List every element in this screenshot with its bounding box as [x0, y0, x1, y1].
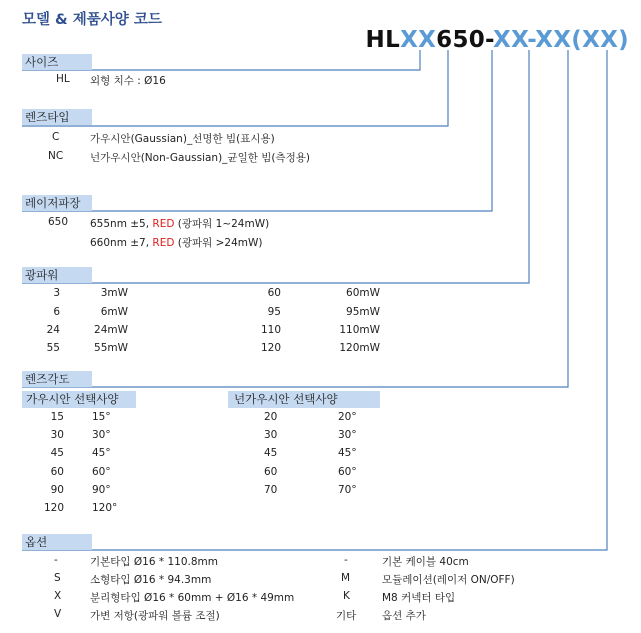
power-value: 110mW [339, 324, 380, 336]
red-label: RED [152, 218, 175, 230]
option-code: - [344, 554, 348, 566]
angle-value: 30° [338, 429, 357, 441]
lens-type-header: 렌즈타입 [22, 109, 92, 125]
angle-value: 15° [92, 411, 111, 423]
wavelength-row: 660nm ±7, RED (광파워 >24mW) [90, 237, 263, 249]
model-code-segment: XX [400, 27, 437, 53]
gauss-subheader: 가우시안 선택사양 [22, 391, 136, 408]
size-header: 사이즈 [22, 54, 92, 70]
power-value: 120mW [339, 342, 380, 354]
model-code-segment: 650- [436, 27, 494, 53]
angle-value: 90° [92, 484, 111, 496]
power-value: 60mW [346, 287, 380, 299]
power-value: 6mW [100, 306, 128, 318]
model-code-segment: (XX) [571, 27, 629, 53]
power-code: 60 [267, 287, 281, 299]
angle-code: 90 [50, 484, 64, 496]
option-desc: 분리형타입 Ø16 * 60mm + Ø16 * 49mm [90, 592, 295, 604]
power-value: 95mW [346, 306, 380, 318]
options-header: 옵션 [22, 534, 92, 550]
power-value: 55mW [94, 342, 128, 354]
angle-value: 70° [338, 484, 357, 496]
power-code: 55 [46, 342, 60, 354]
option-desc: 옵션 추가 [382, 610, 426, 622]
lens-type-desc: 넌가우시안(Non-Gaussian)_균일한 빔(측정용) [90, 152, 310, 164]
model-code-segment: HL [365, 27, 401, 53]
option-desc: 기본 케이블 40cm [382, 556, 469, 568]
red-label: RED [152, 237, 175, 249]
lens-type-code: C [52, 131, 60, 143]
angle-value: 20° [338, 411, 357, 423]
model-code-segment: XX [493, 27, 528, 53]
power-value: 3mW [100, 287, 128, 299]
angle-code: 15 [50, 411, 64, 423]
option-desc: 가변 저항(광파워 볼륨 조절) [90, 610, 220, 622]
wavelength-row: 655nm ±5, RED (광파워 1~24mW) [90, 218, 270, 230]
option-code: S [54, 572, 61, 584]
angle-code: 30 [50, 429, 64, 441]
angle-code: 20 [264, 411, 278, 423]
power-code: 6 [53, 306, 60, 318]
power-value: 24mW [94, 324, 128, 336]
angle-value: 45° [338, 447, 357, 459]
power-header: 광파워 [22, 267, 92, 283]
size-desc: 외형 치수 : Ø16 [90, 75, 166, 87]
option-code: 기타 [336, 610, 357, 622]
angle-code: 120 [43, 502, 64, 514]
angle-code: 60 [50, 466, 64, 478]
option-code: K [343, 590, 350, 602]
nongauss-subheader: 넌가우시안 선택사양 [228, 391, 380, 408]
angle-value: 60° [338, 466, 357, 478]
angle-value: 30° [92, 429, 111, 441]
option-code: V [54, 608, 62, 620]
model-code-segment: - [527, 27, 536, 53]
page-title: 모델 & 제품사양 코드 [22, 12, 162, 28]
power-code: 24 [46, 324, 60, 336]
wavelength-header: 레이저파장 [22, 195, 92, 211]
option-desc: 기본타입 Ø16 * 110.8mm [90, 556, 218, 568]
angle-code: 45 [50, 447, 64, 459]
lens-type-desc: 가우시안(Gaussian)_선명한 빔(표시용) [90, 133, 275, 145]
power-code: 95 [267, 306, 281, 318]
option-code: X [54, 590, 62, 602]
wavelength-code: 650 [48, 216, 69, 228]
size-code: HL [56, 73, 70, 85]
angle-code: 30 [264, 429, 278, 441]
angle-code: 45 [264, 447, 278, 459]
angle-header: 렌즈각도 [22, 371, 92, 387]
power-code: 110 [260, 324, 281, 336]
power-code: 120 [260, 342, 281, 354]
option-desc: M8 커넥터 타입 [382, 592, 456, 604]
lens-type-code: NC [48, 150, 64, 162]
angle-value: 60° [92, 466, 111, 478]
option-code: - [54, 554, 58, 566]
power-code: 3 [53, 287, 60, 299]
model-code-segment: XX [535, 27, 572, 53]
angle-value: 45° [92, 447, 111, 459]
angle-code: 70 [264, 484, 278, 496]
option-desc: 소형타입 Ø16 * 94.3mm [90, 574, 212, 586]
option-code: M [341, 572, 351, 584]
angle-code: 60 [264, 466, 278, 478]
option-desc: 모듈레이션(레이저 ON/OFF) [382, 574, 515, 586]
angle-value: 120° [92, 502, 118, 514]
